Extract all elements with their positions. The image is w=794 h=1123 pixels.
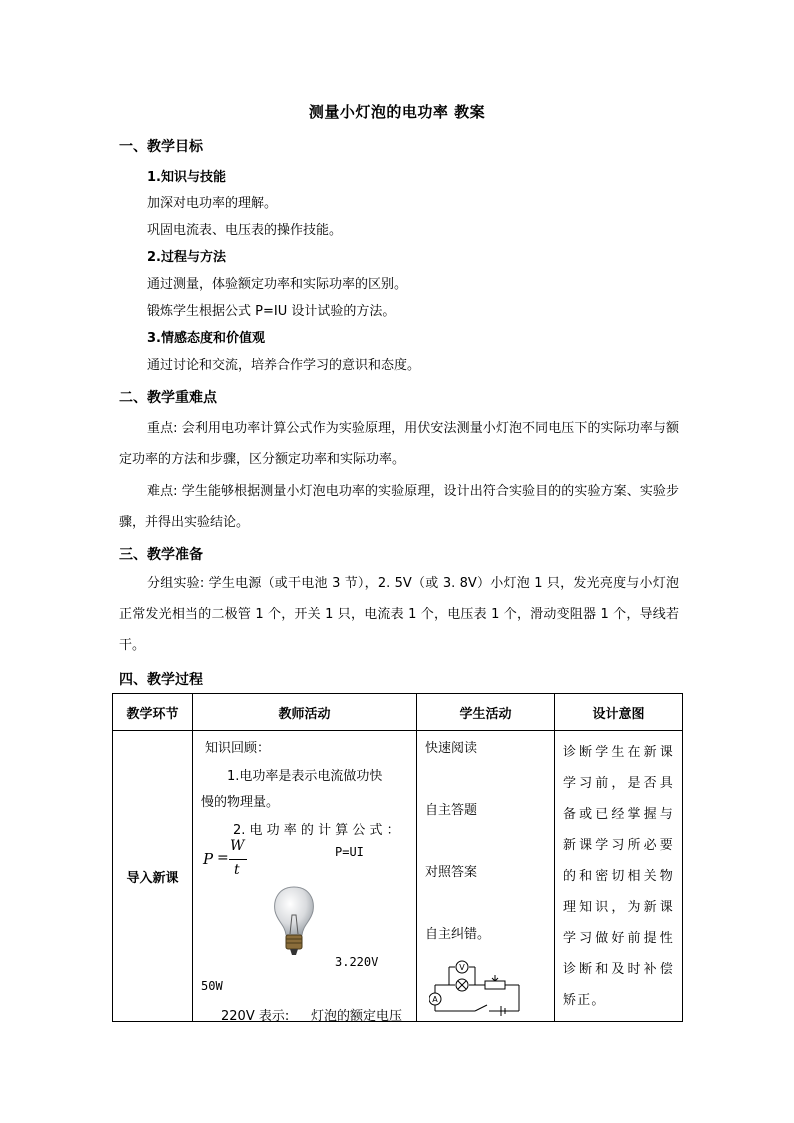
- circuit-diagram: [429, 959, 525, 1019]
- student-activity-item: 自主答题: [425, 803, 478, 818]
- teacher-activity-cell: [193, 731, 417, 1022]
- section-heading-process: 四、教学过程: [119, 672, 203, 688]
- student-activity-item: 快速阅读: [425, 741, 478, 756]
- document-title: 测量小灯泡的电功率 教案: [308, 103, 486, 121]
- objective-line: 锻炼学生根据公式 P=IU 设计试验的方法。: [147, 304, 396, 319]
- rating-meaning-value: 灯泡的额定电压: [311, 1009, 403, 1024]
- header-stage: 教学环节: [113, 694, 193, 731]
- difficulty-paragraph: 难点: 学生能够根据测量小灯泡电功率的实验原理，设计出符合实验目的的实验方案、实验步骤，并得出实验结论。: [119, 484, 679, 530]
- subheading-attitude: 3.情感态度和价值观: [147, 331, 265, 346]
- header-design-intent: 设计意图: [555, 694, 683, 731]
- table-header-row: [113, 694, 683, 731]
- subheading-knowledge: 1.知识与技能: [147, 170, 226, 185]
- rating-meaning-label: 220V 表示:: [221, 1009, 290, 1024]
- section-heading-objectives: 一、教学目标: [119, 139, 203, 155]
- key-point-paragraph: 重点: 会利用电功率计算公式作为实验原理，用伏安法测量小灯泡不同电压下的实际功率与额定功率的方法和步骤，区分额定功率和实际功率。: [119, 421, 679, 467]
- recall-item: 慢的物理量。: [201, 795, 280, 810]
- formula-denominator-t: t: [234, 862, 240, 878]
- formula-ui: P=UI: [335, 845, 364, 859]
- power-formula: [201, 839, 261, 887]
- objective-line: 通过测量，体验额定功率和实际功率的区别。: [147, 277, 408, 292]
- ammeter-label: A: [432, 995, 438, 1004]
- recall-item: 2. 电 功 率 的 计 算 公 式 ：: [233, 823, 400, 838]
- objective-line: 巩固电流表、电压表的操作技能。: [147, 223, 343, 238]
- formula-symbol-p: P: [203, 850, 214, 868]
- table-row: [113, 731, 683, 1022]
- recall-item: 1.电功率是表示电流做功快: [227, 769, 383, 784]
- objective-line: 加深对电功率的理解。: [147, 196, 278, 211]
- preparation-paragraph: 分组实验: 学生电源（或干电池 3 节），2. 5V（或 3. 8V）小灯泡 1 只，发光亮度与小灯泡正常发光相当的二极管 1 个，开关 1 只，电流表 1 个，电压表 1 个，滑动变阻器 1 个，导线若干。: [119, 576, 679, 653]
- stage-cell: 导入新课: [113, 731, 193, 1022]
- section-heading-key-points: 二、教学重难点: [119, 390, 217, 406]
- bulb-rating-power: 50W: [201, 979, 223, 993]
- header-student-activity: 学生活动: [417, 694, 555, 731]
- formula-numerator-w: W: [230, 838, 245, 854]
- objective-line: 通过讨论和交流，培养合作学习的意识和态度。: [147, 358, 421, 373]
- student-activity-item: 对照答案: [425, 865, 478, 880]
- light-bulb-icon: [271, 885, 317, 957]
- teaching-process-table: [112, 693, 683, 1022]
- formula-equals: =: [217, 850, 229, 866]
- design-intent-cell: 诊断学生在新课学习前，是否具备或已经掌握与新课学习所必要的和密切相关物理知识，为新课学习做好前提性诊断和及时补偿矫正。: [555, 731, 683, 1022]
- recall-label: 知识回顾：: [205, 741, 271, 756]
- student-activity-item: 自主纠错。: [425, 927, 491, 942]
- student-activity-cell: [417, 731, 555, 1022]
- bulb-rating-voltage: 3.220V: [335, 955, 379, 969]
- voltmeter-label: V: [459, 963, 465, 972]
- header-teacher-activity: 教师活动: [193, 694, 417, 731]
- section-heading-preparation: 三、教学准备: [119, 547, 203, 563]
- fraction-bar: [229, 859, 247, 860]
- subheading-process: 2.过程与方法: [147, 250, 226, 265]
